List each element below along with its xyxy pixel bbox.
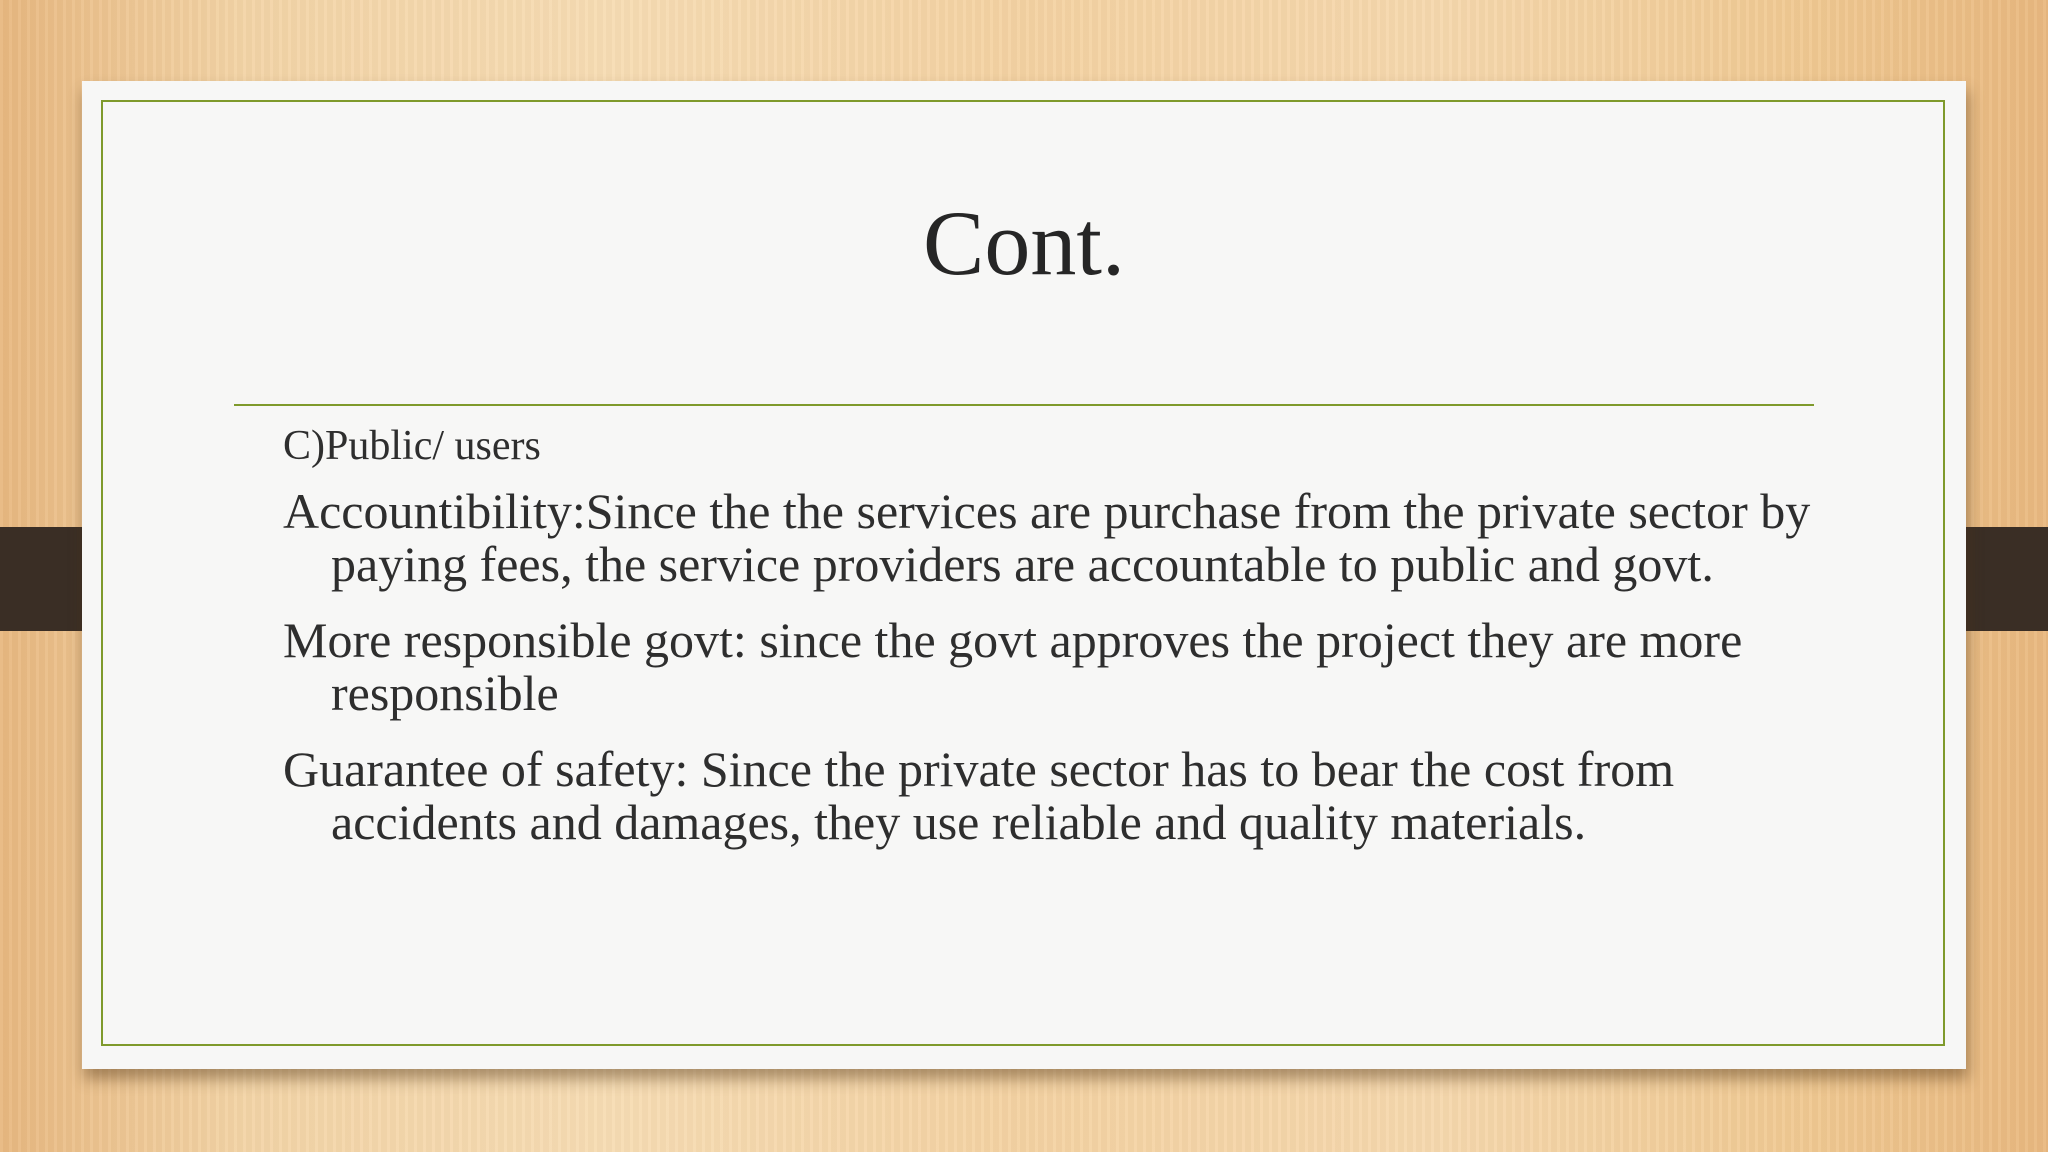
paragraph-accountability: Accountibility:Since the the services are purchase from the private sector by paying fees, the service providers are accountable to public and govt. xyxy=(283,483,1811,593)
title-divider xyxy=(234,404,1814,406)
paragraph-safety: Guarantee of safety: Since the private sector has to bear the cost from accidents and damages, they use reliable and quality materials. xyxy=(283,741,1675,851)
paragraph-responsible-govt: More responsible govt: since the govt approves the project they are more responsible xyxy=(283,612,1743,722)
slide-body xyxy=(283,421,1863,872)
slide-card xyxy=(82,81,1966,1069)
slide-title: Cont. xyxy=(923,192,1125,294)
section-subheading: C)Public/ users xyxy=(283,423,541,469)
